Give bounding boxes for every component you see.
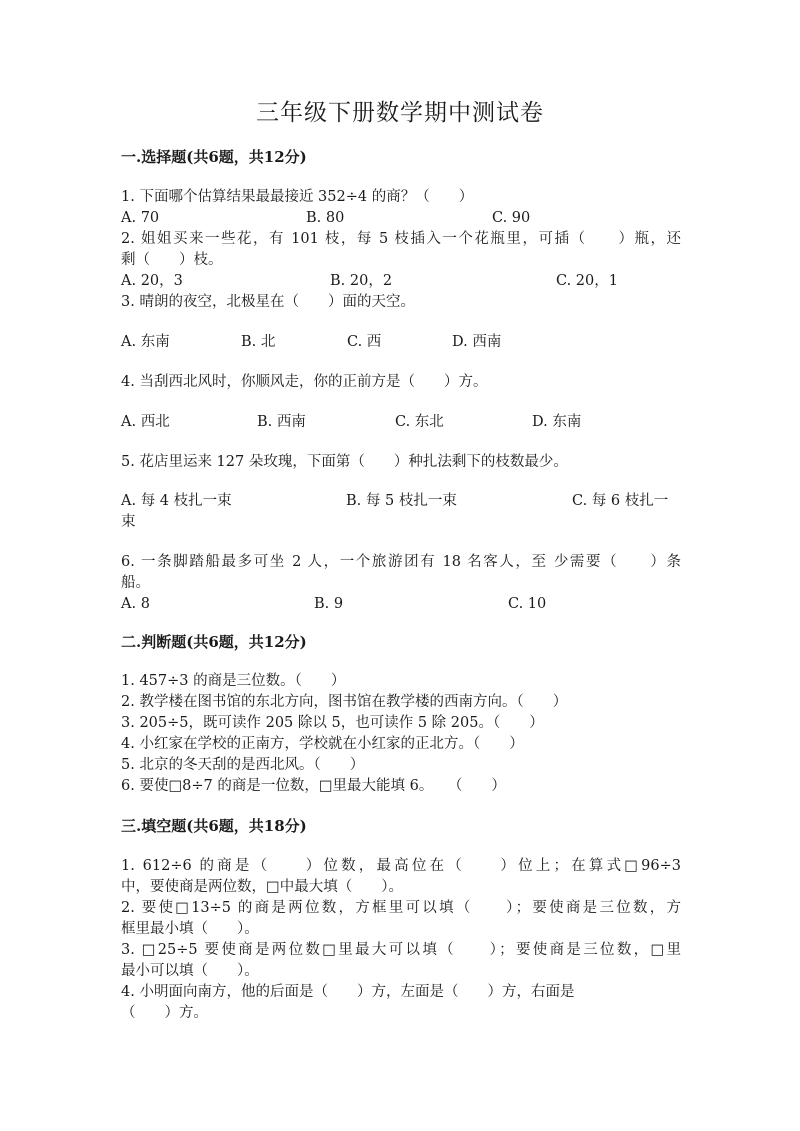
section-heading-choice: 一.选择题(共6题，共12分): [121, 148, 307, 166]
page-title: 三年级下册数学期中测试卷: [256, 100, 544, 126]
question-5-text: 5. 花店里运来 127 朵玫瑰，下面第（ ）种扎法剩下的枝数最少。: [121, 454, 568, 470]
judgement-item: 1. 457÷3 的商是三位数。（ ）: [121, 673, 346, 689]
option-c: C. 20，1: [556, 273, 618, 289]
question-2-text-cont: 剩（ ）枝。: [121, 252, 223, 268]
fill-blank-line: 中，要使商是两位数，□中最大填（ ）。: [121, 879, 403, 895]
fill-blank-line: 框里最小填（ ）。: [121, 921, 259, 937]
question-6-text-cont: 船。: [121, 575, 150, 591]
option-b: B. 9: [314, 596, 344, 612]
fill-blank-line: 4. 小明面向南方，他的后面是（ ）方，左面是（ ）方，右面是: [121, 984, 575, 1000]
option-b: B. 每 5 枝扎一束: [346, 493, 457, 509]
option-a: A. 70: [121, 210, 160, 226]
fill-blank-line: 3. □25÷5 要使商是两位数□里最大可以填（ ）；要使商是三位数，□里: [121, 942, 681, 958]
option-c: C. 每 6 枝扎一: [572, 493, 669, 509]
option-c: C. 10: [508, 596, 547, 612]
judgement-item: 2. 教学楼在图书馆的东北方向，图书馆在教学楼的西南方向。（ ）: [121, 694, 568, 710]
question-6-text: 6. 一条脚踏船最多可坐 2 人，一个旅游团有 18 名客人，至 少需要（ ）条: [121, 554, 681, 570]
judgement-item: 3. 205÷5，既可读作 205 除以 5，也可读作 5 除 205。（ ）: [121, 715, 544, 731]
fill-blank-line: 2. 要使□13÷5 的商是两位数，方框里可以填（ ）；要使商是三位数，方: [121, 900, 681, 916]
judgement-item: 6. 要使□8÷7 的商是一位数，□里最大能填 6。 （ ）: [121, 778, 506, 794]
option-b: B. 20，2: [330, 273, 393, 289]
question-1-text: 1. 下面哪个估算结果最最接近 352÷4 的商？（ ）: [121, 189, 474, 205]
option-d: D. 西南: [452, 334, 502, 350]
option-a: A. 每 4 枝扎一束: [121, 493, 232, 509]
option-c-wrap: 束: [121, 514, 136, 530]
option-c: C. 东北: [395, 414, 444, 430]
judgement-item: 4. 小红家在学校的正南方，学校就在小红家的正北方。（ ）: [121, 736, 524, 752]
option-b: B. 北: [241, 334, 276, 350]
section-heading-judgement: 二.判断题(共6题，共12分): [121, 633, 307, 651]
option-d: D. 东南: [532, 414, 582, 430]
section-heading-fill-blank: 三.填空题(共6题，共18分): [121, 817, 307, 835]
option-a: A. 20，3: [121, 273, 183, 289]
judgement-item: 5. 北京的冬天刮的是西北风。（ ）: [121, 757, 365, 773]
fill-blank-line: 1. 612÷6 的商是（ ）位数，最高位在（ ）位上；在算式□96÷3: [121, 858, 681, 874]
question-4-text: 4. 当刮西北风时，你顺风走，你的正前方是（ ）方。: [121, 374, 488, 390]
option-b: B. 80: [306, 210, 345, 226]
question-2-text: 2. 姐姐买来一些花，有 101 枝，每 5 枝插入一个花瓶里，可插（ ）瓶，还: [121, 231, 681, 247]
option-c: C. 90: [492, 210, 531, 226]
option-a: A. 东南: [121, 334, 170, 350]
option-c: C. 西: [347, 334, 382, 350]
option-a: A. 西北: [121, 414, 170, 430]
question-3-text: 3. 晴朗的夜空，北极星在（ ）面的天空。: [121, 294, 415, 310]
fill-blank-line: 最小可以填（ ）。: [121, 963, 259, 979]
fill-blank-line: （ ）方。: [121, 1005, 208, 1021]
option-a: A. 8: [121, 596, 150, 612]
option-b: B. 西南: [257, 414, 306, 430]
